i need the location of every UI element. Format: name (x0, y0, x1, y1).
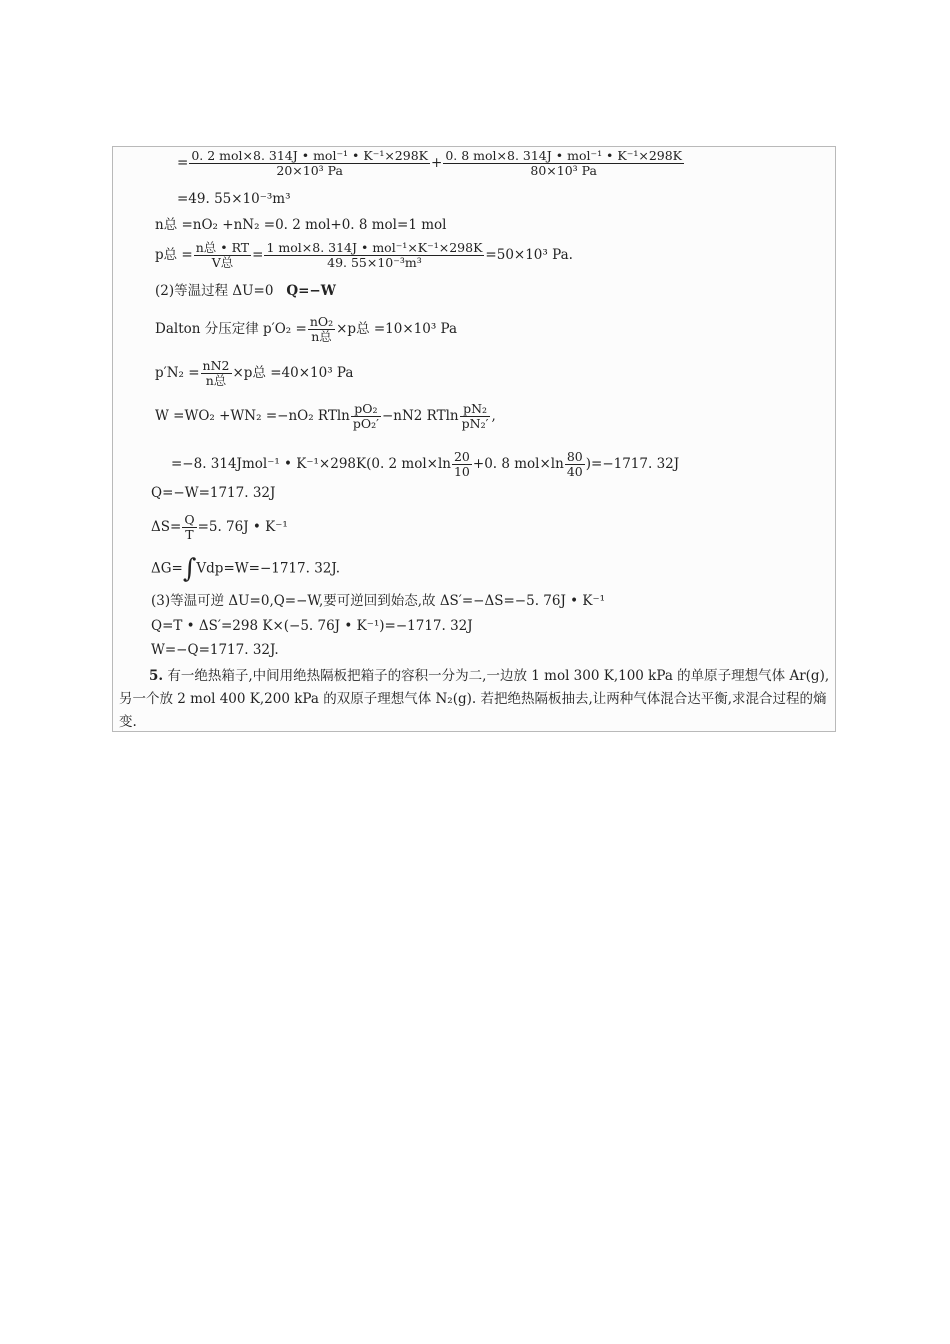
fraction: $\frac{\text{pN₂}}{\text{pN₂′}}$ (461, 401, 489, 431)
equation-volume-result: =49. 55×10⁻³m³ (177, 191, 291, 207)
part3-line2: Q=T • ΔS′=298 K×(−5. 76J • K⁻¹)=−1717. 32J (151, 618, 473, 634)
scanned-solution-excerpt (112, 146, 836, 732)
part3-line3: W=−Q=1717. 32J. (151, 642, 279, 658)
fraction: $\frac{Q}{T}$ (184, 512, 195, 542)
equation-volume-sum: = $\frac{\text{0. 2 mol×8. 314J • mol⁻¹ • K⁻¹×298K}}{\text{20×10³ Pa}}$ + $\frac{\text{0. 8 mol×8. 314J • mol⁻¹ • K⁻¹×298K}}{\text{80×10³ Pa}}$ (177, 148, 683, 178)
fraction: $\frac{nN2}{\text{n总}}$ (202, 358, 230, 388)
problem-number: 5. (149, 668, 164, 684)
integral-sign: ∫ (182, 554, 197, 584)
fraction: $\frac{80}{40}$ (566, 449, 583, 479)
fraction: $\frac{20}{10}$ (453, 449, 470, 479)
fraction: $\frac{\text{n总 • RT}}{\text{V总}}$ (195, 240, 250, 270)
equation-dalton-o2: Dalton 分压定律 p′O₂ = $\frac{\text{nO₂}}{\text{n总}}$ ×p总 =10×10³ Pa (155, 314, 458, 344)
equation-entropy: ΔS= $\frac{Q}{T}$ =5. 76J • K⁻¹ (151, 512, 288, 542)
part3-line1: (3)等温可逆 ΔU=0,Q=−W,要可逆回到始态,故 ΔS′=−ΔS=−5. 76J • K⁻¹ (151, 593, 606, 609)
fraction: $\frac{\text{0. 8 mol×8. 314J • mol⁻¹ • K⁻¹×298K}}{\text{80×10³ Pa}}$ (445, 148, 683, 178)
equation-heat: Q=−W=1717. 32J (151, 485, 276, 501)
equation-work-formula: W =WO₂ +WN₂ =−nO₂ RTln $\frac{\text{pO₂}}{\text{pO₂′}}$ −nN2 RTln $\frac{\text{pN₂}}{\text{pN₂′}}$ , (155, 401, 496, 431)
fraction: $\frac{\text{0. 2 mol×8. 314J • mol⁻¹ • K⁻¹×298K}}{\text{20×10³ Pa}}$ (191, 148, 429, 178)
part2-heading: (2)等温过程 ΔU=0 Q=−W (155, 283, 336, 299)
fraction: $\frac{\text{pO₂}}{\text{pO₂′}}$ (352, 401, 379, 431)
equation-work-value: =−8. 314Jmol⁻¹ • K⁻¹×298K(0. 2 mol×ln $\frac{20}{10}$ +0. 8 mol×ln $\frac{80}{40}$ )=−1717. 32J (171, 449, 680, 479)
fraction: $\frac{\text{nO₂}}{\text{n总}}$ (309, 314, 334, 344)
equation-dalton-n2: p′N₂ = $\frac{nN2}{\text{n总}}$ ×p总 =40×10³ Pa (155, 358, 354, 388)
fraction: $\frac{\text{1 mol×8. 314J • mol⁻¹×K⁻¹×298K}}{\text{49. 55×10⁻³m³}}$ (266, 240, 483, 270)
problem-5 (119, 665, 835, 732)
equation-total-moles: n总 =nO₂ +nN₂ =0. 2 mol+0. 8 mol=1 mol (155, 217, 447, 233)
equation-gibbs: ΔG=∫Vdp=W=−1717. 32J. (151, 554, 341, 584)
equation-total-pressure: p总 = $\frac{\text{n总 • RT}}{\text{V总}}$ = $\frac{\text{1 mol×8. 314J • mol⁻¹×K⁻¹×298K}}{\text{49. 55×10⁻³m³}}$ =50×10³ Pa. (155, 240, 573, 270)
problem-text: 有一绝热箱子,中间用绝热隔板把箱子的容积一分为二,一边放 1 mol 300 K,100 kPa 的单原子理想气体 Ar(g),另一个放 2 mol 400 K,200 kPa 的双原子理想气体 N₂(g). 若把绝热隔板抽去,让两种气体混合达平衡,求混合过程的熵变. (119, 668, 830, 730)
